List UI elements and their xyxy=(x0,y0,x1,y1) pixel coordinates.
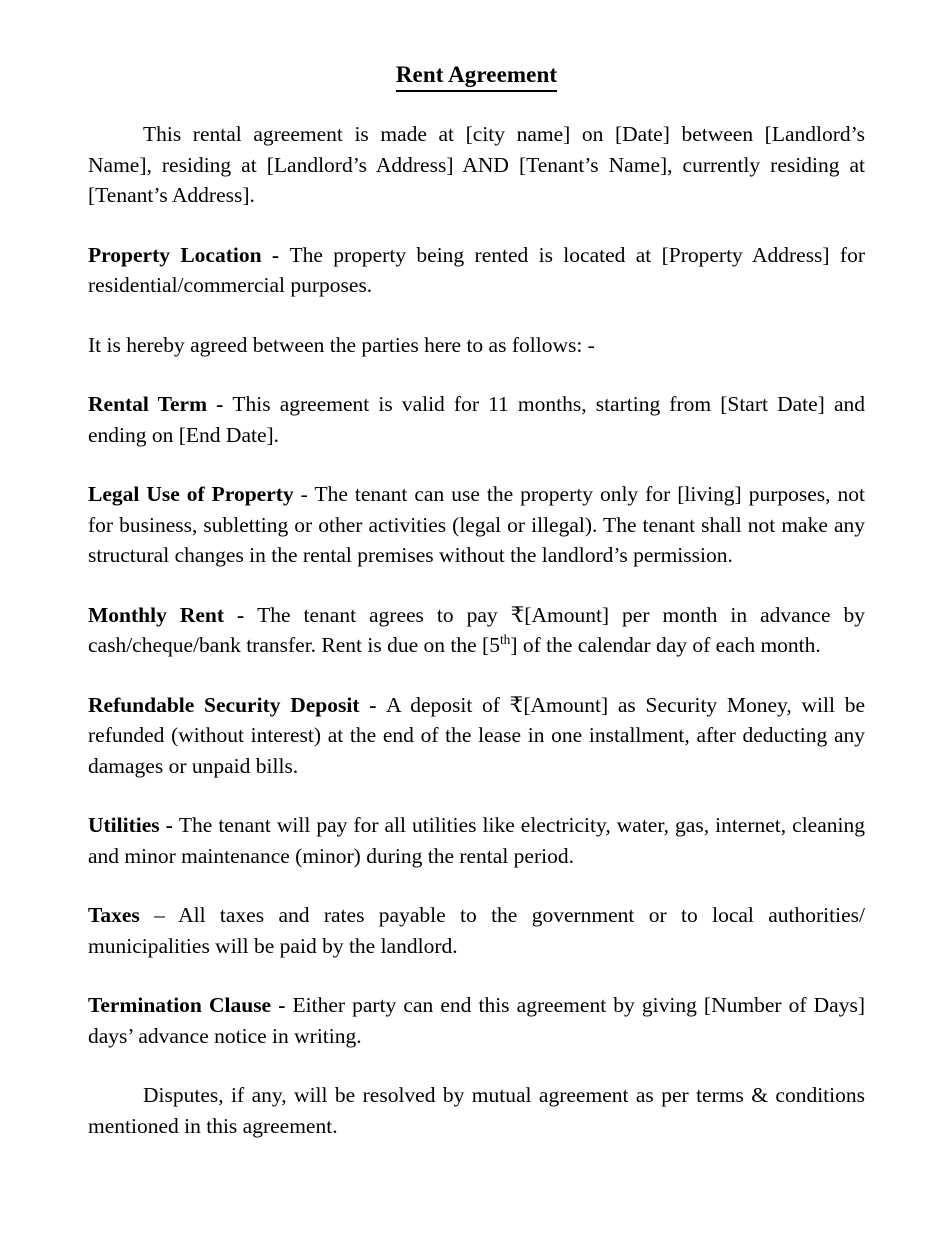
paragraph-text: Either party can end this agreement by giving [Number of Days] days’ advance notice in writing. xyxy=(88,993,865,1048)
clause-separator: - xyxy=(224,602,258,627)
paragraph-utilities xyxy=(88,810,865,871)
clause-heading: Legal Use of Property xyxy=(88,482,294,506)
ordinal-superscript: th xyxy=(499,631,511,647)
paragraph-text-after-superscript: ] of the calendar day of each month. xyxy=(510,633,821,657)
paragraph-text: This rental agreement is made at [city name] on [Date] between [Landlord’s Name], residing at [Landlord’s Address] AND [Tenant’s Name], currently residing at [Tenant’s Address]. xyxy=(88,122,865,207)
paragraph-text: All taxes and rates payable to the government or to local authorities/ municipalities will be paid by the landlord. xyxy=(88,903,865,958)
paragraph-text-before-superscript: The tenant agrees to pay ₹[Amount] per month in advance by cash/cheque/bank transfer. Rent is due on the [5 xyxy=(88,602,865,657)
clause-separator: - xyxy=(159,813,179,837)
clause-separator: - xyxy=(271,993,293,1017)
clause-heading: Property Location xyxy=(88,242,262,267)
paragraph-legal-use-of-property xyxy=(88,479,865,571)
paragraph-property-location xyxy=(88,240,865,301)
paragraph-rental-term xyxy=(88,389,865,450)
clause-heading: Taxes xyxy=(88,903,140,927)
paragraph-text: The tenant will pay for all utilities like electricity, water, gas, internet, cleaning and minor maintenance (minor) during the rental period. xyxy=(88,813,865,868)
page-title-text: Rent Agreement xyxy=(396,60,557,92)
paragraph-monthly-rent xyxy=(88,600,865,661)
clause-heading: Rental Term xyxy=(88,392,207,416)
clause-separator: – xyxy=(139,903,179,927)
paragraph-termination-clause xyxy=(88,990,865,1051)
paragraph-agreed-intro xyxy=(88,330,865,361)
paragraph-text: The property being rented is located at [Property Address] for residential/commercial purposes. xyxy=(88,242,866,297)
paragraph-intro xyxy=(88,119,865,211)
clause-separator: - xyxy=(293,482,315,506)
clause-separator: - xyxy=(261,242,290,267)
clause-separator: - xyxy=(359,692,387,717)
clause-heading: Monthly Rent xyxy=(88,602,224,627)
paragraph-text: The tenant can use the property only for [living] purposes, not for business, subletting or other activities (legal or illegal). The tenant shall not make any structural changes in the rental premises without the landlord’s permission. xyxy=(88,482,865,567)
document-body xyxy=(88,119,865,1141)
clause-heading: Utilities xyxy=(88,813,160,837)
page-title xyxy=(88,60,865,92)
clause-heading: Refundable Security Deposit xyxy=(88,692,360,717)
paragraph-text: This agreement is valid for 11 months, starting from [Start Date] and ending on [End Date]. xyxy=(88,392,865,447)
paragraph-taxes xyxy=(88,900,865,961)
paragraph-text: It is hereby agreed between the parties here to as follows: - xyxy=(88,332,595,357)
clause-separator: - xyxy=(207,392,233,416)
paragraph-disputes xyxy=(88,1080,865,1141)
paragraph-refundable-security-deposit xyxy=(88,690,865,782)
paragraph-text: A deposit of ₹[Amount] as Security Money, will be refunded (without interest) at the end of the lease in one installment, after deducting any damages or unpaid bills. xyxy=(88,692,865,778)
paragraph-text: Disputes, if any, will be resolved by mutual agreement as per terms & conditions mentioned in this agreement. xyxy=(88,1083,865,1138)
clause-heading: Termination Clause xyxy=(88,993,272,1017)
